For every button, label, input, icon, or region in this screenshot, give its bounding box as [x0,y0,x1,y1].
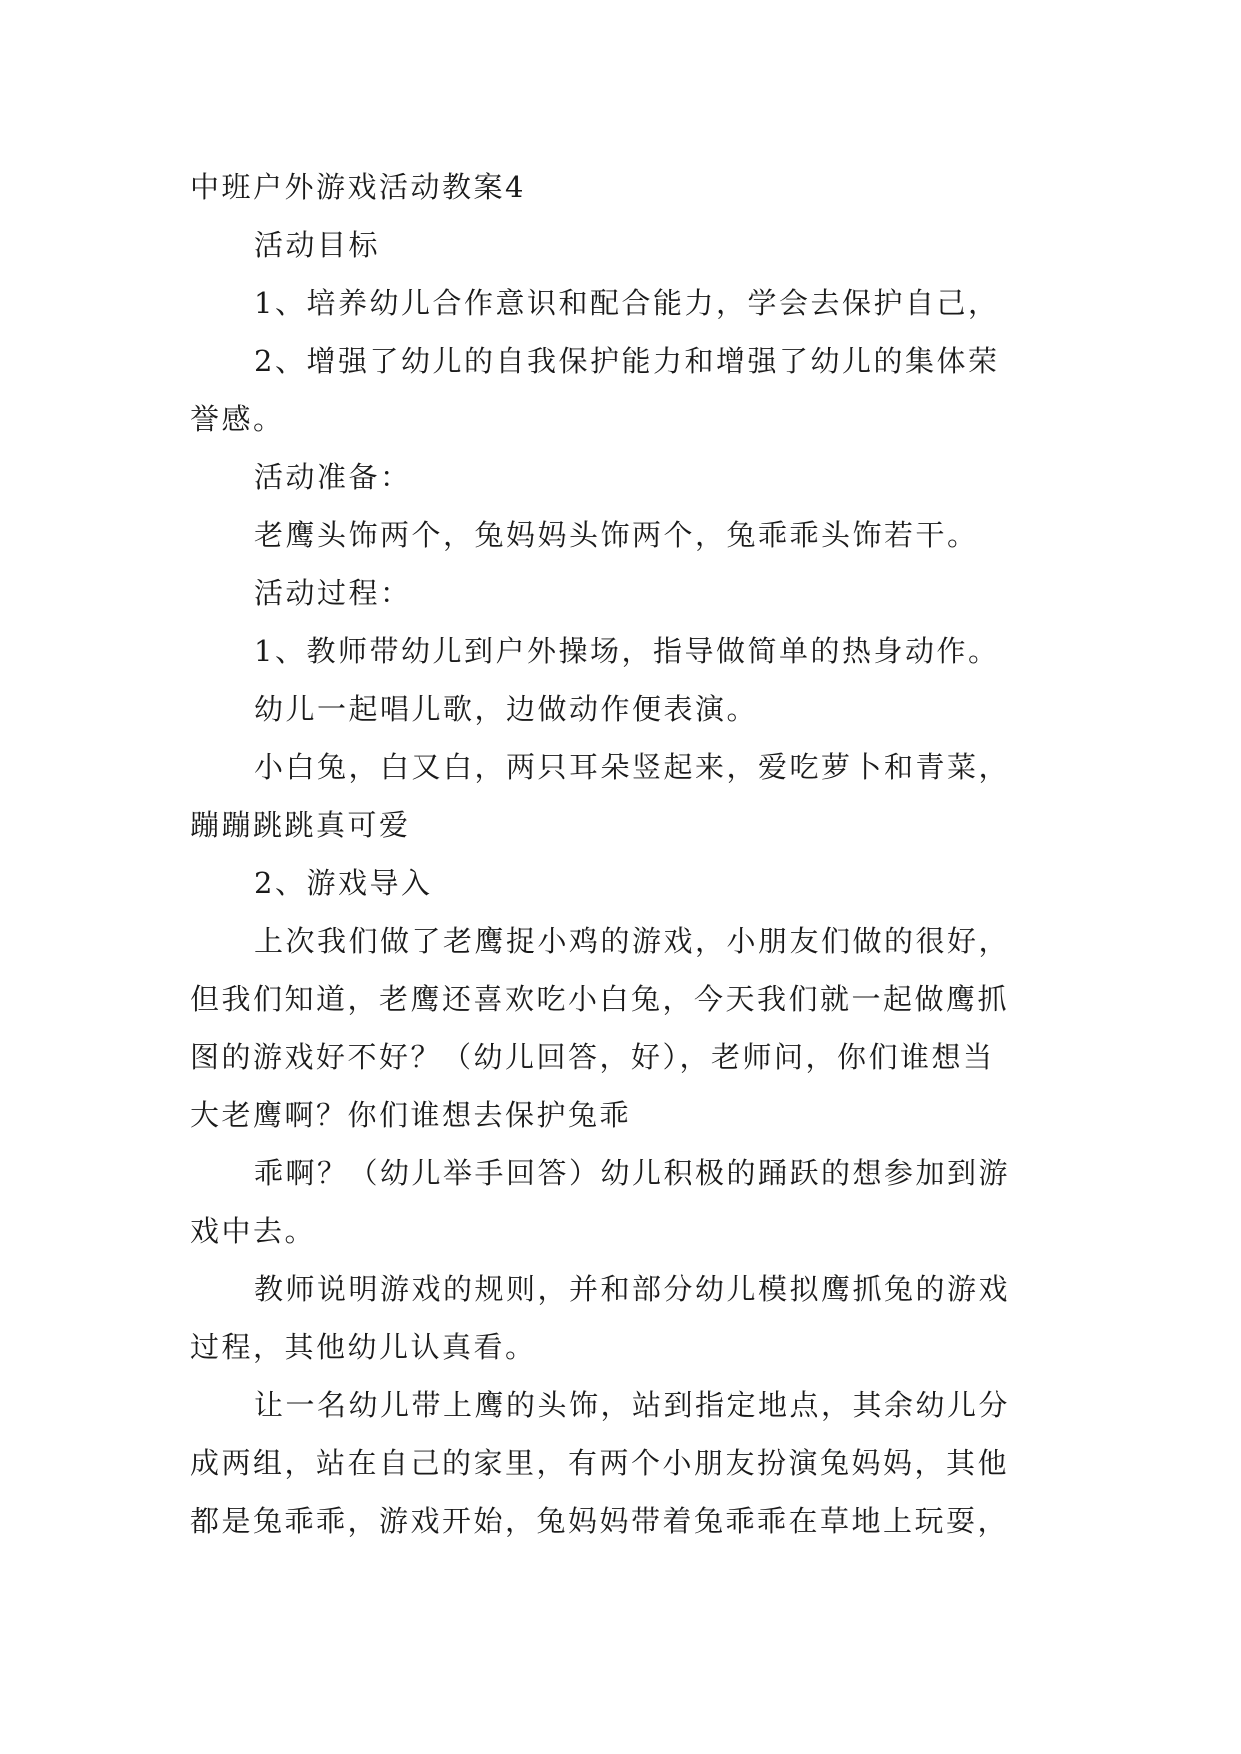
text-line: 老鹰头饰两个，兔妈妈头饰两个，兔乖乖头饰若干。 [254,518,979,552]
text-line: 乖啊？（幼儿举手回答）幼儿积极的踊跃的想参加到游 [254,1156,1011,1190]
text-line: 蹦蹦跳跳真可爱 [190,808,411,842]
text-line: 1、教师带幼儿到户外操场，指导做简单的热身动作。 [254,634,1000,668]
text-line: 大老鹰啊？你们谁想去保护兔乖 [190,1098,632,1132]
document-title: 中班户外游戏活动教案4 [190,170,526,204]
paragraph-lines [190,216,1056,1550]
text-line: 活动目标 [254,228,381,262]
text-line: 图的游戏好不好？（幼儿回答，好），老师问，你们谁想当 [190,1040,995,1074]
text-line: 过程，其他幼儿认真看。 [190,1330,537,1364]
text-line: 让一名幼儿带上鹰的头饰，站到指定地点，其余幼儿分 [254,1388,1011,1422]
text-line: 2、游戏导入 [254,866,433,900]
text-line: 活动过程： [254,576,412,610]
text-line: 幼儿一起唱儿歌，边做动作便表演。 [254,692,759,726]
text-line: 2、增强了幼儿的自我保护能力和增强了幼儿的集体荣 [254,344,1000,378]
text-line: 1、培养幼儿合作意识和配合能力，学会去保护自己， [254,286,1000,320]
text-line: 但我们知道，老鹰还喜欢吃小白兔，今天我们就一起做鹰抓 [190,982,1010,1016]
text-line: 教师说明游戏的规则，并和部分幼儿模拟鹰抓兔的游戏 [254,1272,1011,1306]
text-line: 上次我们做了老鹰捉小鸡的游戏，小朋友们做的很好， [254,924,1011,958]
text-line: 都是兔乖乖，游戏开始，兔妈妈带着兔乖乖在草地上玩耍， [190,1504,1010,1538]
document-body [190,158,1056,1550]
text-line: 活动准备： [254,460,412,494]
text-line: 成两组，站在自己的家里，有两个小朋友扮演兔妈妈，其他 [190,1446,1010,1480]
text-line: 誉感。 [190,402,285,436]
text-line: 小白兔，白又白，两只耳朵竖起来，爱吃萝卜和青菜， [254,750,1011,784]
text-line: 戏中去。 [190,1214,317,1248]
